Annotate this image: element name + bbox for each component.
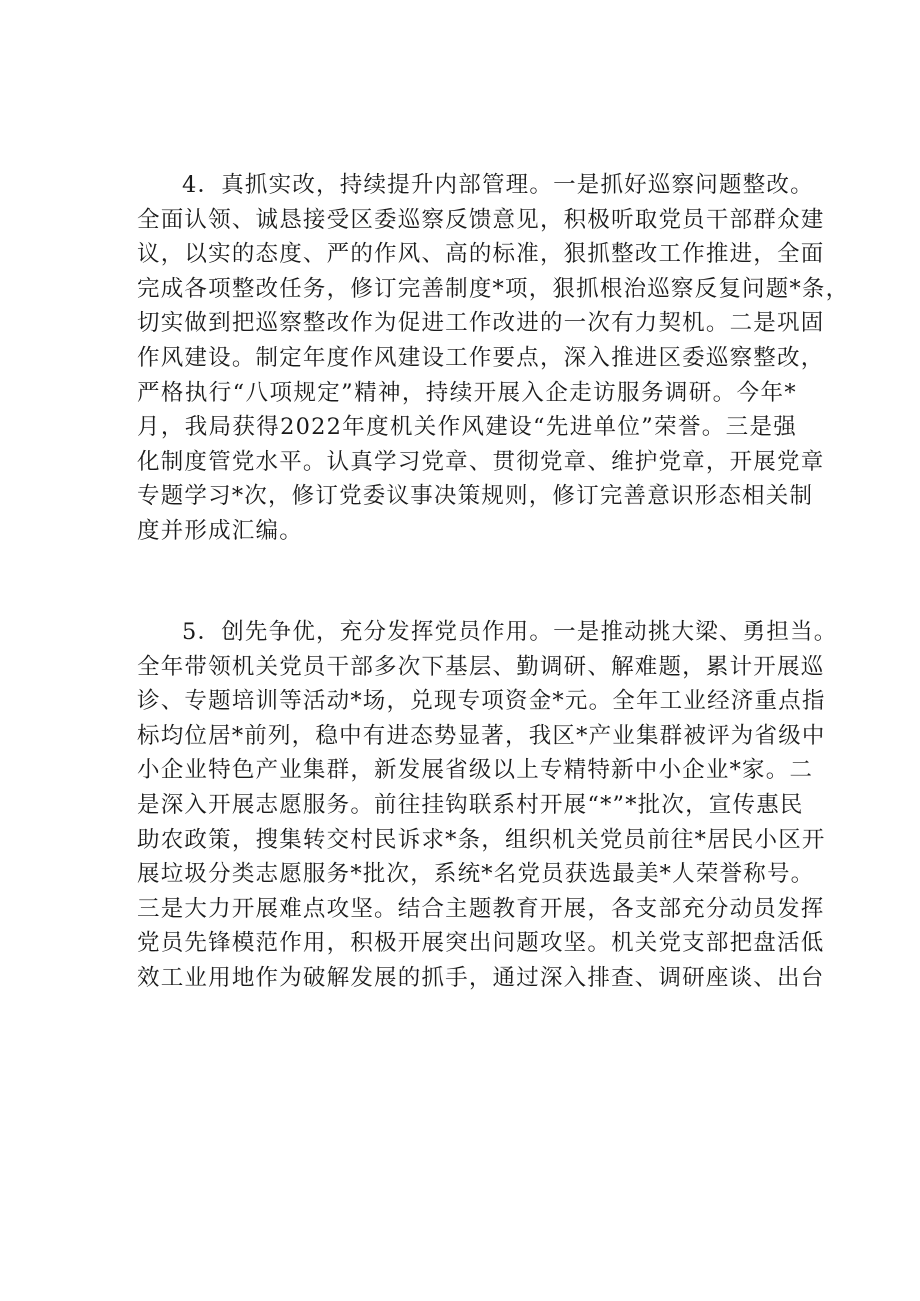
text-line: 化 制 度 管 党 水 平 。 认 真 学 习 党 章 、 贯 彻 党 章 、 维 护 党 章 ， 开 展 党 章 — [137, 448, 825, 475]
text-line: 作 风 建 设 。 制 定 年 度 作 风 建 设 工 作 要 点 ， 深 入 推 进 区 委 巡 察 整 改 ， — [137, 344, 825, 371]
text-line: 全 年 带 领 机 关 党 员 干 部 多 次 下 基 层 、 勤 调 研 、 解 难 题 ， 累 计 开 展 巡 — [137, 653, 825, 680]
text-line: 展 垃 圾 分 类 志 愿 服 务 * 批 次 ， 系 统 * 名 党 员 获 选 最 美 * 人 荣 誉 称 号 。 — [137, 861, 815, 888]
text-line: 小 企 业 特 色 产 业 集 群 ， 新 发 展 省 级 以 上 专 精 特 新 中 小 企 业 * 家 。 二 — [137, 757, 814, 784]
text-line: 议 ， 以 实 的 态 度 、 严 的 作 风 、 高 的 标 准 ， 狠 抓 整 改 工 作 推 进 ， 全 面 — [137, 241, 825, 268]
text-line: 4 ． 真 抓 实 改 ， 持 续 提 升 内 部 管 理 。 一 是 抓 好 巡 察 问 题 整 改 。 — [182, 172, 814, 198]
text-line: 标 均 位 居 * 前 列 ， 稳 中 有 进 态 势 显 著 ， 我 区 * 产 业 集 群 被 评 为 省 级 中 — [137, 722, 826, 749]
text-line: 助 农 政 策 ， 搜 集 转 交 村 民 诉 求 * 条 ， 组 织 机 关 党 员 前 往 * 居 民 小 区 开 — [137, 826, 826, 853]
text-line: 切 实 做 到 把 巡 察 整 改 作 为 促 进 工 作 改 进 的 一 次 有 力 契 机 。 二 是 巩 固 — [137, 310, 825, 337]
text-line: 诊 、 专 题 培 训 等 活 动 * 场 ， 兑 现 专 项 资 金 * 元 。 全 年 工 业 经 济 重 点 指 — [137, 688, 826, 715]
text-line: 月 ， 我 局 获 得 2022 年 度 机 关 作 风 建 设 “ 先 进 单 位 ” 荣 誉 。 三 是 强 — [137, 414, 797, 441]
text-line: 5 ． 创 先 争 优 ， 充 分 发 挥 党 员 作 用 。 一 是 推 动 挑 大 梁 、 勇 担 当 。 — [182, 619, 838, 645]
text-line: 严 格 执 行 “ 八 项 规 定 ” 精 神 ， 持 续 开 展 入 企 走 访 服 务 调 研 。 今 年 * — [137, 379, 797, 406]
paragraph-4 — [137, 168, 850, 549]
paragraph-5 — [137, 615, 838, 996]
text-line: 完 成 各 项 整 改 任 务 ， 修 订 完 善 制 度 * 项 ， 狠 抓 根 治 巡 察 反 复 问 题 * 条 ， — [137, 275, 850, 302]
text-line: 效 工 业 用 地 作 为 破 解 发 展 的 抓 手 ， 通 过 深 入 排 查 、 调 研 座 谈 、 出 台 — [137, 964, 825, 991]
text-line: 三 是 大 力 开 展 难 点 攻 坚 。 结 合 主 题 教 育 开 展 ， 各 支 部 充 分 动 员 发 挥 — [137, 895, 825, 922]
text-line: 全 面 认 领 、 诚 恳 接 受 区 委 巡 察 反 馈 意 见 ， 积 极 听 取 党 员 干 部 群 众 建 — [137, 206, 825, 233]
text-line: 度并形成汇编。 — [137, 517, 303, 544]
text-line: 专 题 学 习 * 次 ， 修 订 党 委 议 事 决 策 规 则 ， 修 订 完 善 意 识 形 态 相 关 制 — [137, 483, 814, 510]
text-line: 是 深 入 开 展 志 愿 服 务 。 前 往 挂 钩 联 系 村 开 展 “ * ” * 批 次 ， 宣 传 惠 民 — [137, 791, 804, 818]
text-line: 党 员 先 锋 模 范 作 用 ， 积 极 开 展 突 出 问 题 攻 坚 。 机 关 党 支 部 把 盘 活 低 — [137, 930, 825, 957]
